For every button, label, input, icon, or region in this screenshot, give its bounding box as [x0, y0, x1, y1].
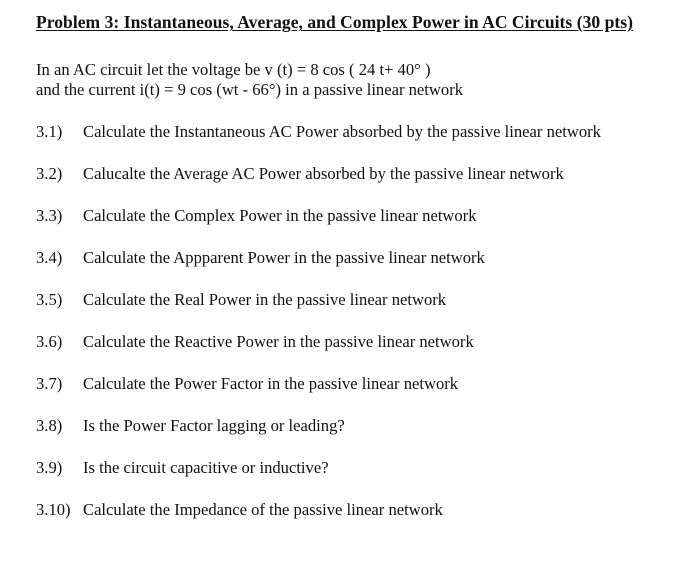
question-text: Calculate the Complex Power in the passive linear network [83, 206, 477, 225]
question-item [36, 248, 485, 268]
question-text: Calculate the Instantaneous AC Power absorbed by the passive linear network [83, 122, 601, 141]
question-number: 3.2) [36, 164, 63, 183]
problem-title: Problem 3: Instantaneous, Average, and Complex Power in AC Circuits (30 pts) [36, 12, 634, 32]
question-text: Calculate the Appparent Power in the passive linear network [83, 248, 485, 267]
question-number: 3.9) [36, 458, 63, 477]
question-number: 3.5) [36, 290, 63, 309]
question-text: Calculate the Reactive Power in the passive linear network [83, 332, 474, 351]
question-item [36, 206, 477, 226]
question-number: 3.6) [36, 332, 63, 351]
question-text: Calculate the Real Power in the passive linear network [83, 290, 447, 309]
question-text: Is the Power Factor lagging or leading? [83, 416, 345, 435]
intro-current-line: and the current i(t) = 9 cos (wt - 66°) in a passive linear network [36, 80, 464, 99]
question-item [36, 332, 474, 352]
question-item [36, 122, 601, 142]
question-number: 3.8) [36, 416, 63, 435]
question-item [36, 374, 458, 394]
question-item [36, 290, 446, 310]
question-number: 3.3) [36, 206, 63, 225]
question-text: Calculate the Impedance of the passive linear network [83, 500, 443, 519]
intro-voltage-line: In an AC circuit let the voltage be v (t) = 8 cos ( 24 t+ 40° ) [36, 60, 431, 79]
question-item [36, 458, 329, 478]
question-text: Calucalte the Average AC Power absorbed by the passive linear network [83, 164, 564, 183]
question-number: 3.4) [36, 248, 63, 267]
question-item [36, 164, 564, 184]
question-number: 3.10) [36, 500, 71, 519]
question-number: 3.1) [36, 122, 63, 141]
question-item [36, 500, 443, 520]
question-text: Calculate the Power Factor in the passive linear network [83, 374, 459, 393]
question-number: 3.7) [36, 374, 63, 393]
question-item [36, 416, 345, 436]
question-text: Is the circuit capacitive or inductive? [83, 458, 329, 477]
